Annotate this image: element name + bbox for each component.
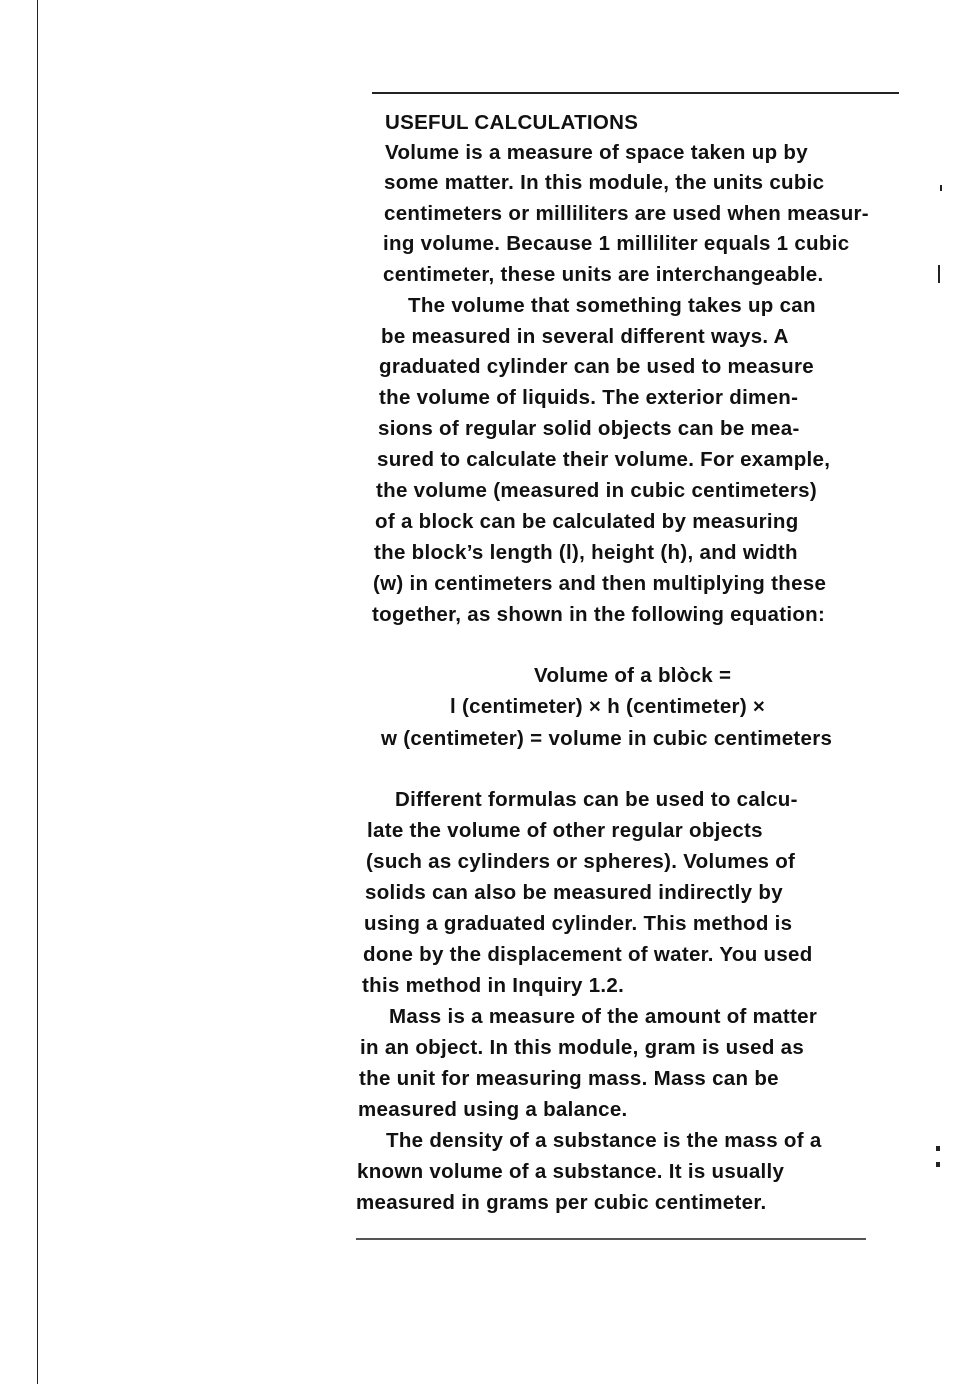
equation-line: Volume of a blòck = [534,664,732,687]
section-heading: USEFUL CALCULATIONS [385,111,639,134]
margin-mark [936,1162,940,1167]
body-line: centimeters or milliliters are used when measur- [384,202,869,225]
body-line: (such as cylinders or spheres). Volumes of [366,850,796,873]
body-line: done by the displacement of water. You used [363,943,813,966]
bottom-rule [356,1238,866,1240]
body-line: graduated cylinder can be used to measure [379,355,814,378]
equation-line: l (centimeter) × h (centimeter) × [450,695,766,718]
margin-mark [938,265,940,283]
body-line: Mass is a measure of the amount of matter [389,1005,818,1028]
body-line: together, as shown in the following equation: [372,603,826,626]
equation-line: w (centimeter) = volume in cubic centimeters [381,727,833,750]
body-line: sured to calculate their volume. For example, [377,448,831,471]
body-line: the block’s length (l), height (h), and width [374,541,798,564]
body-line: this method in Inquiry 1.2. [362,974,625,997]
body-line: late the volume of other regular objects [367,819,763,842]
top-rule [372,92,899,94]
body-line: be measured in several different ways. A [381,325,789,348]
body-line: the volume (measured in cubic centimeters) [376,479,817,502]
body-line: the unit for measuring mass. Mass can be [359,1067,779,1090]
page-edge-line [37,0,38,1384]
margin-mark [936,1146,940,1151]
body-line: using a graduated cylinder. This method is [364,912,793,935]
body-line: (w) in centimeters and then multiplying these [373,572,827,595]
body-line: Volume is a measure of space taken up by [385,141,808,164]
body-line: sions of regular solid objects can be mea- [378,417,800,440]
margin-mark [940,185,942,191]
body-line: of a block can be calculated by measuring [375,510,799,533]
body-line: measured in grams per cubic centimeter. [356,1191,767,1214]
body-line: solids can also be measured indirectly by [365,881,783,904]
body-line: The density of a substance is the mass of a [386,1129,822,1152]
body-line: known volume of a substance. It is usually [357,1160,785,1183]
body-line: some matter. In this module, the units cubic [384,171,825,194]
body-line: measured using a balance. [358,1098,628,1121]
body-line: in an object. In this module, gram is used as [360,1036,805,1059]
body-line: the volume of liquids. The exterior dimen- [379,386,799,409]
body-line: ing volume. Because 1 milliliter equals 1 cubic [383,232,850,255]
body-line: centimeter, these units are interchangeable. [383,263,824,286]
body-line: Different formulas can be used to calcu- [395,788,798,811]
body-line: The volume that something takes up can [408,294,816,317]
